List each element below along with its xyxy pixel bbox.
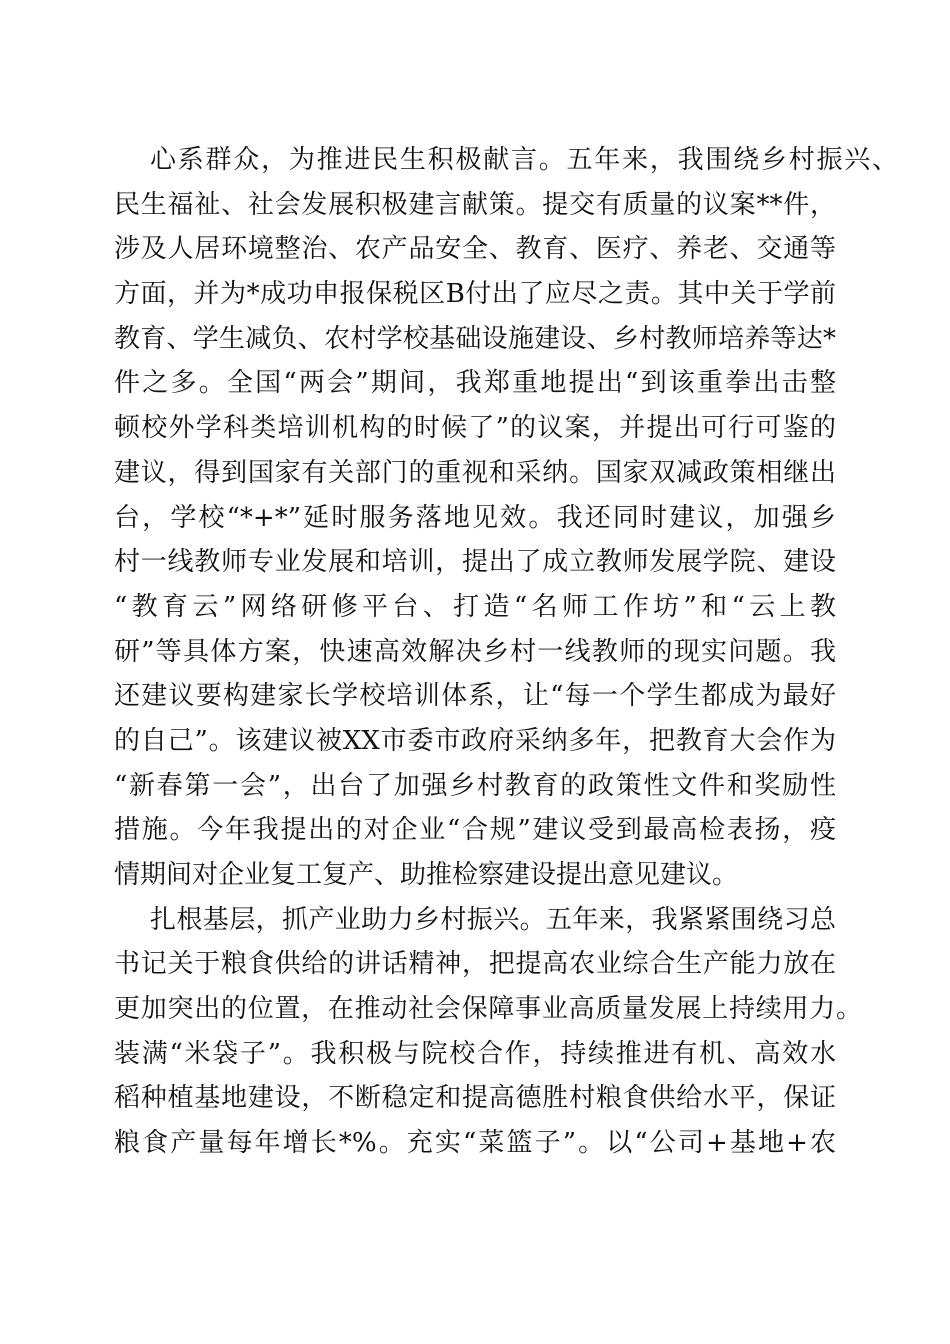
text-line: 稻种植基地建设，不断稳定和提高德胜村粮食供给水平，保证 (114, 1083, 836, 1114)
text-line: 书记关于粮食供给的讲话精神，把提高农业综合生产能力放在 (114, 949, 836, 980)
paragraph-2 (114, 898, 862, 1166)
paragraph-1 (114, 138, 898, 898)
text-line: 民生福祉、社会发展积极建言献策。提交有质量的议案**件， (114, 189, 836, 220)
text-line: 心系群众，为推进民生积极献言。五年来，我围绕乡村振兴、 (150, 145, 898, 175)
text-line: 还建议要构建家长学校培训体系，让“每一个学生都成为最好 (114, 681, 836, 712)
text-line: 涉及人居环境整治、农产品安全、教育、医疗、养老、交通等 (114, 234, 836, 265)
text-line: 研”等具体方案，快速高效解决乡村一线教师的现实问题。我 (114, 636, 836, 667)
text-line: 教育、学生减负、农村学校基础设施建设、乡村教师培养等达* (114, 323, 836, 354)
text-line: 的自己”。该建议被XX市委市政府采纳多年，把教育大会作为 (114, 725, 836, 756)
text-line: 更加突出的位置，在推动社会保障事业高质量发展上持续用力。 (114, 994, 862, 1025)
text-line: “教育云”网络研修平台、打造“名师工作坊”和“云上教 (114, 591, 836, 622)
text-line: 情期间对企业复工复产、助推检察建设提出意见建议。 (114, 860, 739, 890)
text-line: 顿校外学科类培训机构的时候了”的议案，并提出可行可鉴的 (114, 413, 836, 444)
text-line: 件之多。全国“两会”期间，我郑重地提出“到该重拳出击整 (114, 368, 836, 399)
text-line: 建议，得到国家有关部门的重视和采纳。国家双减政策相继出 (114, 457, 836, 488)
text-line: 粮食产量每年增长*%。充实“菜篮子”。以“公司+基地+农 (114, 1128, 836, 1159)
document-body (114, 138, 898, 1166)
text-line: 方面，并为*成功申报保税区B付出了应尽之责。其中关于学前 (114, 279, 836, 310)
text-line: 台，学校“*+*”延时服务落地见效。我还同时建议，加强乡 (114, 502, 836, 533)
text-line: 装满“米袋子”。我积极与院校合作，持续推进有机、高效水 (114, 1038, 836, 1069)
text-line: “新春第一会”，出台了加强乡村教育的政策性文件和奖励性 (114, 770, 836, 801)
text-line: 村一线教师专业发展和培训，提出了成立教师发展学院、建设 (114, 547, 836, 578)
text-line: 扎根基层，抓产业助力乡村振兴。五年来，我紧紧围绕习总 (150, 904, 836, 935)
text-line: 措施。今年我提出的对企业“合规”建议受到最高检表扬，疫 (114, 815, 836, 846)
